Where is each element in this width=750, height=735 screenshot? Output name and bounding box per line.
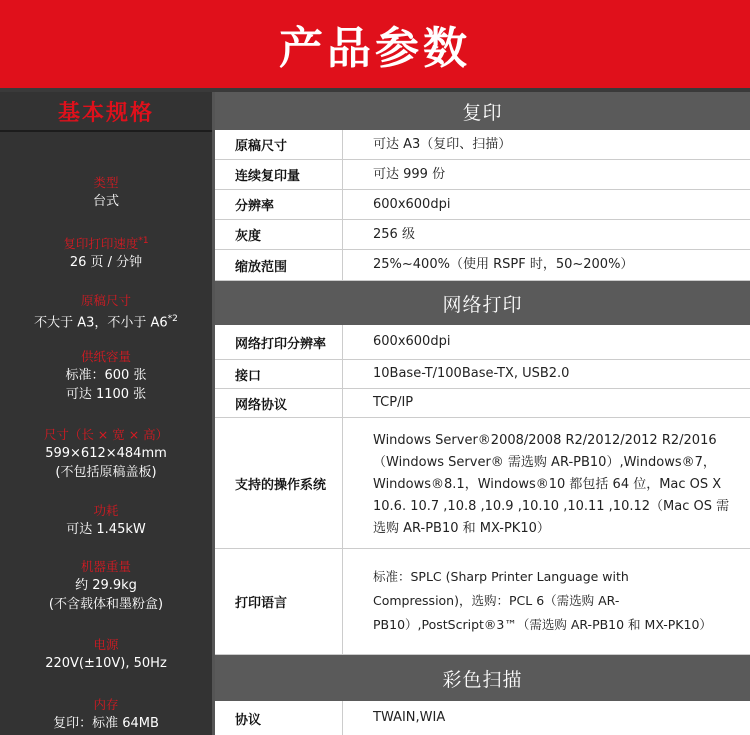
table-row bbox=[215, 701, 750, 735]
spec-value: 标准：600 张 bbox=[65, 368, 147, 383]
spec-label: 类型 bbox=[93, 175, 119, 190]
spec-value: 可达 1.45kW bbox=[66, 522, 146, 537]
section-copy-heading bbox=[215, 92, 750, 130]
table-row bbox=[215, 325, 750, 360]
spec-value: 可达 1100 张 bbox=[65, 387, 147, 402]
row-value: TWAIN,WIA bbox=[373, 710, 446, 725]
spec-type bbox=[0, 174, 212, 211]
row-key: 网络打印分辨率 bbox=[215, 325, 343, 359]
spec-memory bbox=[0, 696, 212, 733]
spec-power-supply bbox=[0, 636, 212, 673]
table-row bbox=[215, 389, 750, 418]
table-row bbox=[215, 360, 750, 389]
spec-label: 原稿尺寸 bbox=[80, 293, 131, 308]
row-value: 可达 A3（复印、扫描） bbox=[373, 136, 512, 152]
spec-value: 599×612×484mm bbox=[45, 446, 167, 461]
table-row bbox=[215, 130, 750, 160]
row-key: 原稿尺寸 bbox=[215, 130, 343, 159]
table-row bbox=[215, 160, 750, 190]
basic-specs-panel bbox=[0, 92, 212, 735]
row-value: 标准：SPLC (Sharp Printer Language with Compression)，选购：PCL 6（需选购 AR-PB10）,PostScript®3™（需选购 AR-PB10 和 MX-PK10） bbox=[373, 569, 712, 632]
spec-label: 复印打印速度$^{*1}$ bbox=[63, 236, 149, 252]
spec-value: (不包括原稿盖板) bbox=[55, 465, 157, 480]
row-key: 打印语言 bbox=[215, 549, 343, 654]
spec-power-consumption bbox=[0, 502, 212, 539]
row-key: 缩放范围 bbox=[215, 250, 343, 280]
section-network-print-heading bbox=[215, 281, 750, 325]
spec-dimensions bbox=[0, 426, 212, 482]
spec-label: 内存 bbox=[93, 697, 119, 712]
spec-original-size bbox=[0, 292, 212, 332]
row-value: 10Base-T/100Base-TX, USB2.0 bbox=[373, 366, 570, 381]
row-value: 600x600dpi bbox=[373, 334, 451, 349]
spec-paper-capacity bbox=[0, 348, 212, 404]
spec-value: 220V(±10V), 50Hz bbox=[45, 656, 167, 671]
table-row bbox=[215, 220, 750, 250]
basic-specs-heading bbox=[0, 92, 212, 132]
row-key: 协议 bbox=[215, 701, 343, 735]
section-title: 彩色扫描 bbox=[442, 668, 523, 691]
row-key: 网络协议 bbox=[215, 389, 343, 417]
table-row bbox=[215, 250, 750, 281]
spec-value: (不含载体和墨粉盒) bbox=[48, 597, 164, 612]
page-title: 产品参数 bbox=[279, 23, 471, 74]
row-key: 接口 bbox=[215, 360, 343, 388]
row-value: Windows Server®2008/2008 R2/2012/2012 R2/2016（Windows Server® 需选购 AR-PB10）,Windows®7，Windows®8.1，Windows®10 都包括 64 位，Mac OS X 10.6. 10.7 ,10.8 ,10.9 ,10.10 ,10.11 ,10.12（Mac OS 需选购 AR-PB10 和 MX-PK10） bbox=[373, 433, 730, 536]
row-key: 支持的操作系统 bbox=[215, 418, 343, 548]
table-row bbox=[215, 418, 750, 549]
row-key: 分辨率 bbox=[215, 190, 343, 219]
parameter-tables bbox=[215, 92, 750, 735]
spec-weight bbox=[0, 558, 212, 614]
row-key: 连续复印量 bbox=[215, 160, 343, 189]
spec-label: 尺寸（长 × 宽 × 高） bbox=[43, 427, 169, 442]
row-value: 可达 999 份 bbox=[373, 166, 446, 182]
page-title-banner bbox=[0, 0, 750, 88]
spec-value: 台式 bbox=[92, 194, 119, 209]
section-color-scan-heading bbox=[215, 655, 750, 701]
basic-specs-title: 基本规格 bbox=[57, 100, 154, 126]
row-key: 灰度 bbox=[215, 220, 343, 249]
row-value: TCP/IP bbox=[373, 395, 414, 410]
spec-value: 复印：标准 64MB bbox=[53, 716, 159, 731]
spec-label: 功耗 bbox=[93, 503, 119, 518]
spec-label: 电源 bbox=[93, 637, 119, 652]
spec-label: 供纸容量 bbox=[80, 349, 131, 364]
row-value: 256 级 bbox=[373, 226, 415, 242]
table-row bbox=[215, 190, 750, 220]
row-value: 600x600dpi bbox=[373, 196, 451, 212]
table-row bbox=[215, 549, 750, 655]
spec-value: 26 页 / 分钟 bbox=[69, 255, 143, 271]
section-title: 复印 bbox=[462, 101, 503, 124]
row-value: 25%~400%（使用 RSPF 时，50~200%） bbox=[373, 257, 634, 272]
spec-value: 不大于 A3，不小于 A6$^{*2}$ bbox=[34, 314, 178, 331]
section-title: 网络打印 bbox=[442, 293, 523, 316]
spec-value: 约 29.9kg bbox=[75, 578, 137, 593]
spec-speed bbox=[0, 232, 212, 272]
spec-label: 机器重量 bbox=[80, 559, 131, 574]
